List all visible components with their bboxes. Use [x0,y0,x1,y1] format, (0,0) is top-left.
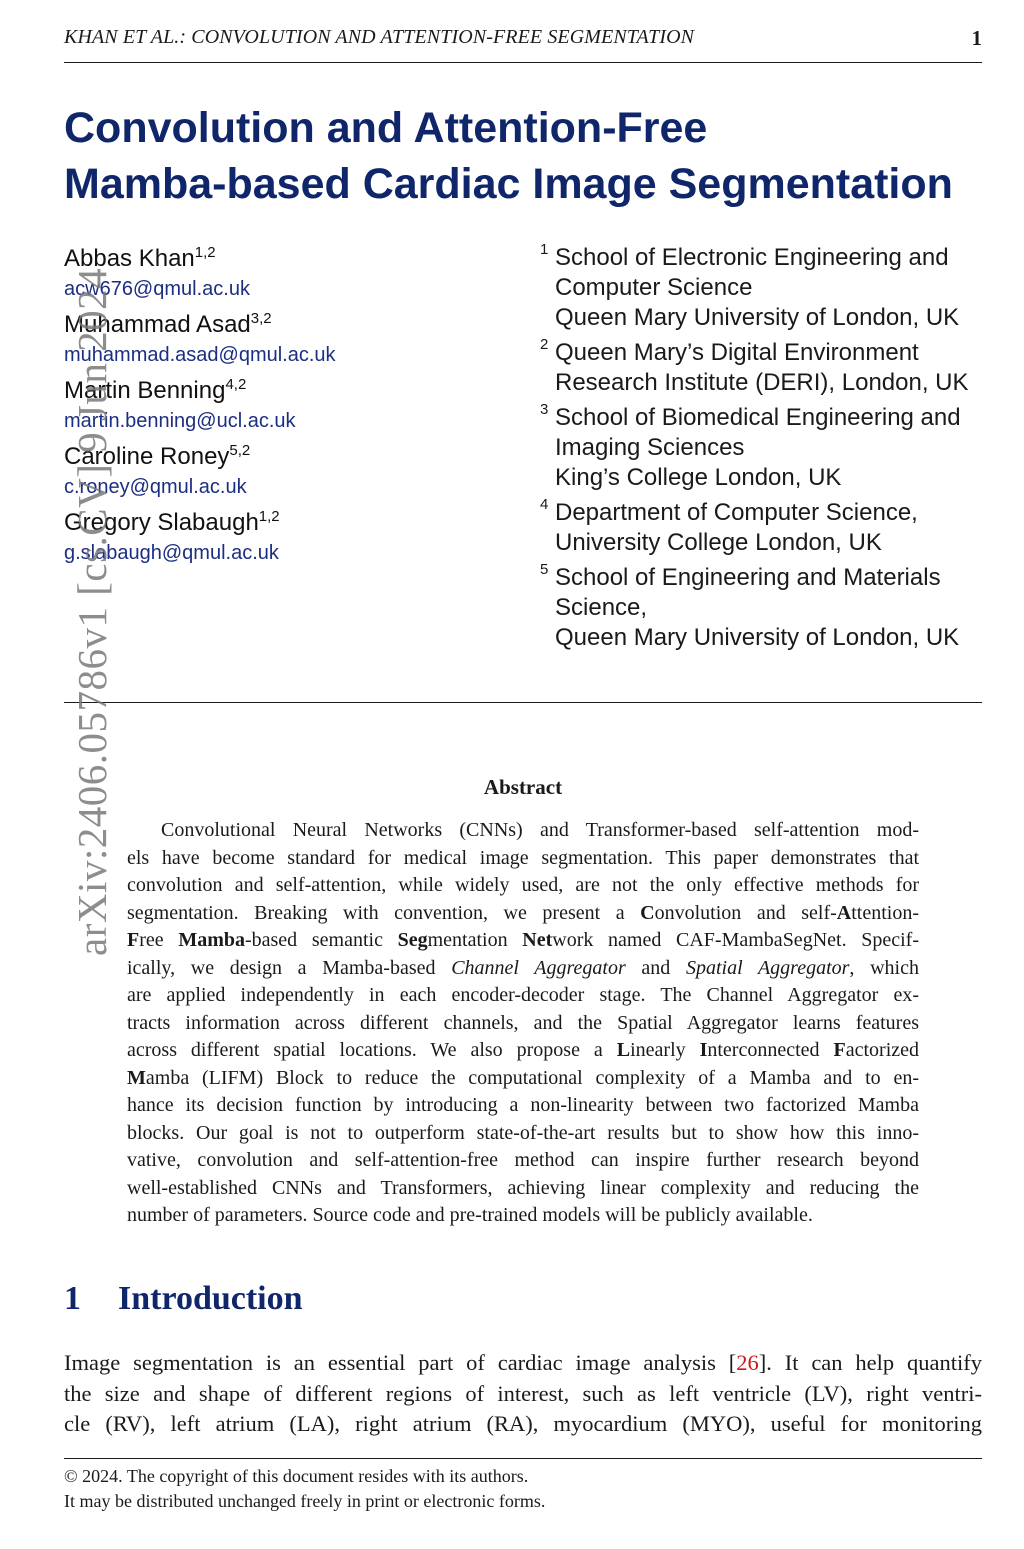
affiliation-line: Queen Mary University of London, UK [555,624,960,651]
author-entry [64,441,504,502]
abstract-line: vative, convolution and self-attention-free method can inspire further research beyond [127,1149,919,1171]
abstract-line: number of parameters. Source code and pre-trained models will be publicly available. [127,1204,813,1226]
abstract-line: well-established CNNs and Transformers, achieving linear complexity and reducing the [127,1176,919,1199]
abstract-line: are applied independently in each encoder-decoder stage. The Channel Aggregator ex- [127,984,919,1006]
affiliation-list [540,243,1010,658]
abstract-line: tracts information across different channels, and the Spatial Aggregator learns features [127,1011,919,1034]
author-name: Gregory Slabaugh [64,509,259,536]
distribution-line: It may be distributed unchanged freely in print or electronic forms. [64,1491,546,1511]
author-name: Martin Benning [64,377,226,404]
affiliation-line: Department of Computer Science, [555,499,918,526]
citation-link[interactable]: 26 [736,1350,759,1375]
author-affil-sup: 1,2 [258,508,280,525]
affiliation-entry [540,563,1010,653]
copyright-footer [64,1464,982,1514]
abstract-line: across different spatial locations. We also propose a Linearly Interconnected Factorized [127,1039,919,1061]
author-entry [64,243,504,304]
abstract-line: blocks. Our goal is not to outperform state-of-the-art results but to show how this inno- [127,1121,919,1144]
section-heading [64,1280,303,1318]
affiliation-entry [540,498,1010,558]
affiliation-line: School of Biomedical Engineering and [555,404,961,431]
author-email-link[interactable]: martin.benning@ucl.ac.uk [64,410,296,432]
affiliation-line: Research Institute (DERI), London, UK [555,369,969,396]
abstract-line: Convolutional Neural Networks (CNNs) and Transformer-based self-attention mod- [161,819,919,841]
title-line-1: Convolution and Attention-Free [64,104,708,152]
author-email-link[interactable]: acw676@qmul.ac.uk [64,278,250,300]
affiliation-line: Science, [555,594,648,621]
page-number: 1 [971,26,982,50]
author-name: Caroline Roney [64,443,230,470]
abstract-heading: Abstract [483,775,563,799]
author-email-link[interactable]: muhammad.asad@qmul.ac.uk [64,344,336,366]
affiliation-line: School of Engineering and Materials [555,564,941,591]
affiliation-number: 3 [540,401,549,418]
abstract-body [127,817,919,1230]
abstract-line: ically, we design a Mamba-based Channel Aggregator and Spatial Aggregator, which [127,956,919,979]
paper-title [64,100,1004,212]
running-header: KHAN ET AL.: CONVOLUTION AND ATTENTION-FREE SEGMENTATION [64,26,695,48]
copyright-line: © 2024. The copyright of this document resides with its authors. [64,1466,529,1486]
abstract-line: hance its decision function by introducing a non-linearity between two factorized Mamba [127,1094,919,1116]
affiliation-line: Computer Science [555,274,753,301]
abstract-line: els have become standard for medical image segmentation. This paper demonstrates that [127,846,919,869]
header-rule [64,62,982,63]
arxiv-identifier-stamp: arXiv:2406.05786v1 [cs.CV] 9 Jun 2024 [69,267,115,956]
affiliation-line: Queen Mary’s Digital Environment [555,339,919,366]
author-affil-sup: 4,2 [225,376,247,393]
author-affil-sup: 1,2 [194,244,216,261]
footer-rule [64,1458,982,1459]
author-name: Abbas Khan [64,245,195,272]
affiliation-entry [540,403,1010,493]
author-email-link[interactable]: c.roney@qmul.ac.uk [64,476,247,498]
title-block-rule [64,702,982,703]
abstract-line: Mamba (LIFM) Block to reduce the computational complexity of a Mamba and to en- [127,1066,919,1089]
affiliation-line: King’s College London, UK [555,464,842,491]
affiliation-line: Imaging Sciences [555,434,745,461]
abstract-line: convolution and self-attention, while widely used, are not the only effective methods for [127,874,919,896]
author-affil-sup: 5,2 [229,442,251,459]
author-entry [64,309,504,370]
affiliation-entry [540,338,1010,398]
abstract-line: segmentation. Breaking with convention, we present a Convolution and self-Attention- [127,901,920,924]
title-line-2: Mamba-based Cardiac Image Segmentation [64,160,953,208]
affiliation-number: 4 [540,496,549,513]
affiliation-line: University College London, UK [555,529,882,556]
author-email-link[interactable]: g.slabaugh@qmul.ac.uk [64,542,279,564]
affiliation-number: 2 [540,336,549,353]
author-affil-sup: 3,2 [250,310,272,327]
intro-line: the size and shape of different regions of interest, such as left ventricle (LV), right ventri- [64,1380,982,1406]
affiliation-number: 5 [540,561,549,578]
affiliation-line: School of Electronic Engineering and [555,244,949,271]
affiliation-line: Queen Mary University of London, UK [555,304,960,331]
intro-paragraph [64,1348,982,1440]
author-list [64,243,504,573]
author-entry [64,507,504,568]
section-title: Introduction [118,1280,303,1317]
author-name: Muhammad Asad [64,311,251,338]
intro-line: Image segmentation is an essential part of cardiac image analysis [26]. It can help quantify [64,1350,982,1375]
section-number: 1 [64,1280,81,1317]
intro-line: cle (RV), left atrium (LA), right atrium (RA), myocardium (MYO), useful for monitoring [64,1411,982,1436]
abstract-line: Free Mamba-based semantic Segmentation Network named CAF-MambaSegNet. Specif- [127,929,919,951]
author-entry [64,375,504,436]
affiliation-entry [540,243,1010,333]
affiliation-number: 1 [540,241,549,258]
